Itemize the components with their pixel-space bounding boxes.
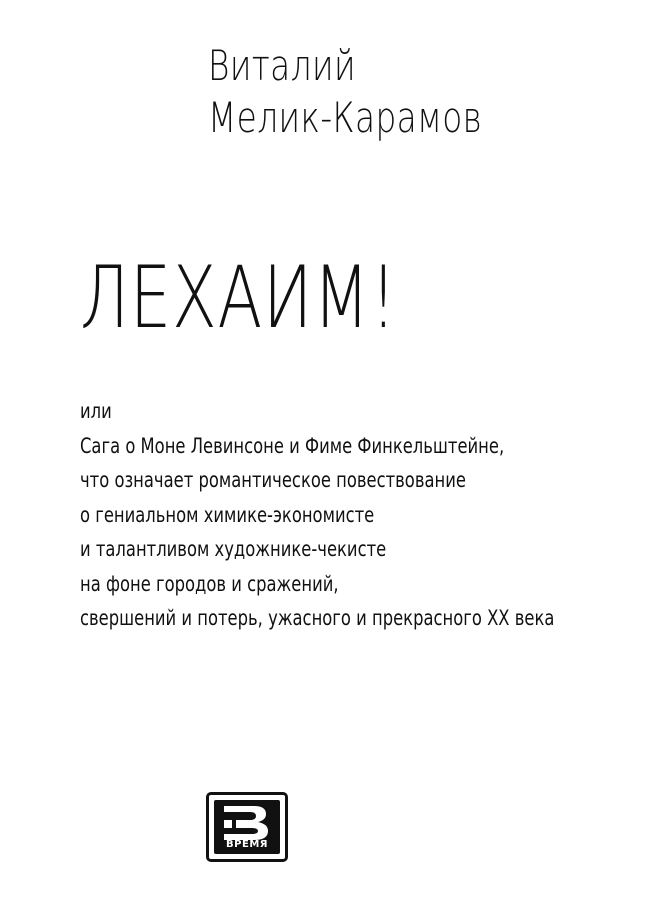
author-first-name: Виталий [208, 41, 356, 90]
subtitle-line: Сага о Моне Левинсоне и Фиме Финкельштейне, [80, 433, 505, 458]
subtitle-line: на фоне городов и сражений, [80, 571, 339, 596]
book-title: ЛЕХАИМ! [80, 248, 398, 348]
publisher-name: ВРЕМЯ [226, 839, 268, 850]
author-last-name: Мелик-Карамов [208, 93, 483, 142]
book-subtitle [80, 394, 554, 636]
subtitle-line: и талантливом художнике-чекисте [80, 537, 387, 561]
subtitle-line: или [80, 399, 112, 423]
subtitle-line: свершений и потерь, ужасного и прекрасного ХХ века [80, 606, 555, 630]
publisher-logo [206, 792, 288, 862]
subtitle-line: что означает романтическое повествование [80, 468, 466, 492]
author-name [208, 40, 482, 144]
subtitle-line: о гениальном химике-экономисте [80, 502, 375, 527]
vremya-publisher-logo-icon [214, 800, 280, 854]
